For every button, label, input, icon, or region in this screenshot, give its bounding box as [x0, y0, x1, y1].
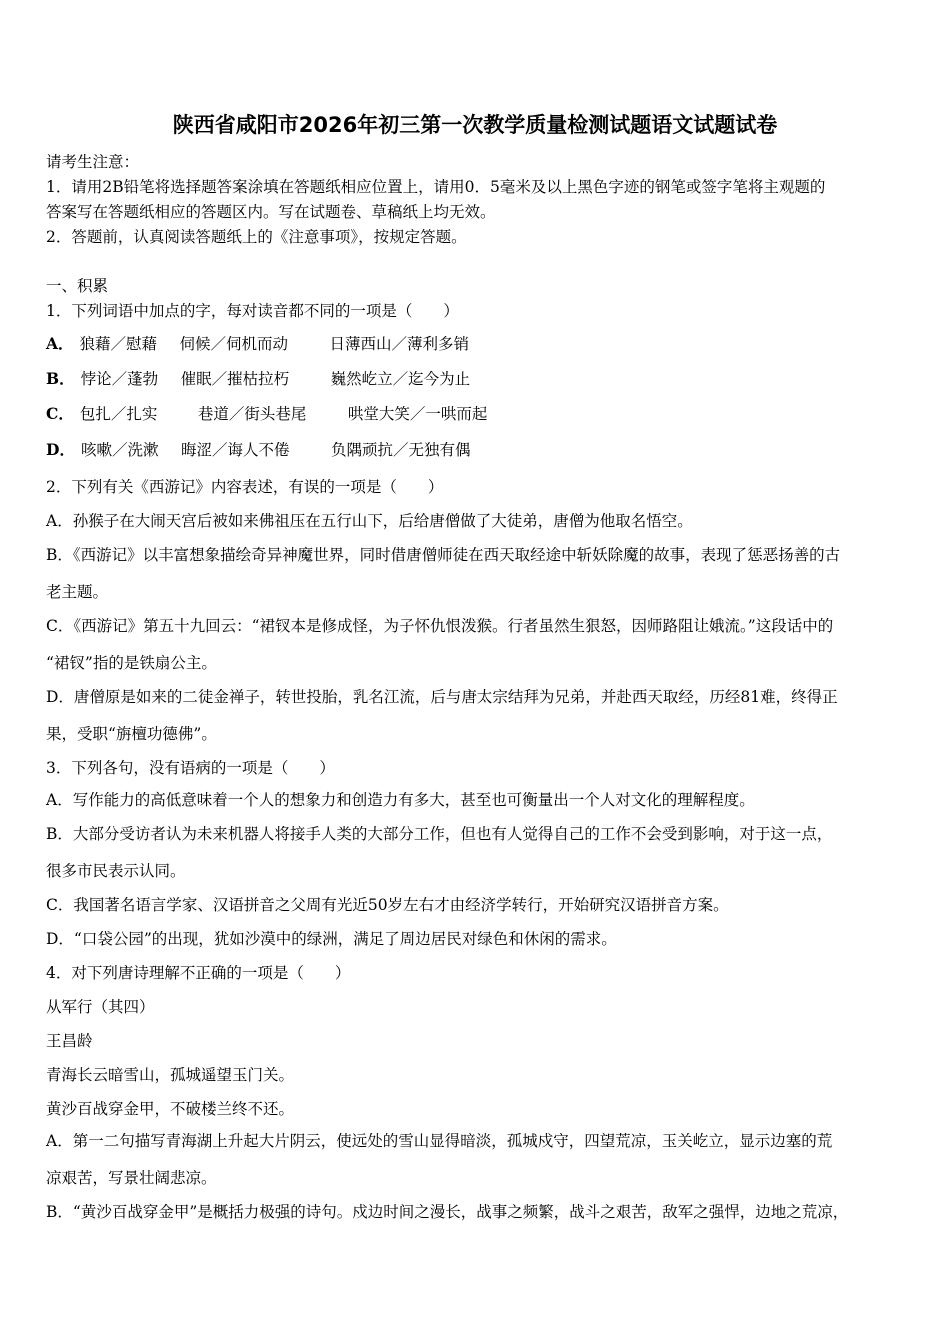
option-pair: 晦涩／诲人不倦 [180, 441, 290, 459]
q3-option-d: D．“口袋公园”的出现，犹如沙漠中的绿洲，满足了周边居民对绿色和休闲的需求。 [46, 930, 617, 948]
poem-title: 从军行（其四） [46, 998, 155, 1016]
q2-option-d-cont: 果，受职“旃檀功德佛”。 [46, 725, 217, 743]
option-pair: 狼藉／慰藉 [79, 335, 158, 353]
option-label: A． [46, 334, 74, 353]
option-pair: 巷道／街头巷尾 [197, 405, 307, 423]
notice-heading: 请考生注意： [46, 153, 140, 171]
notice-line-1: 1．请用2B铅笔将选择题答案涂填在答题纸相应位置上，请用0．5毫米及以上黑色字迹的钢笔或签字笔将主观题的 [46, 178, 826, 196]
option-label: D． [46, 440, 75, 459]
option-pair: 催眠／摧枯拉朽 [180, 370, 290, 388]
page-title: 陕西省咸阳市2026年初三第一次教学质量检测试题语文试题试卷 [172, 113, 778, 137]
notice-line-1-cont: 答案写在答题纸相应的答题区内。写在试题卷、草稿纸上均无效。 [46, 203, 496, 221]
option-pair: 日薄西山／薄利多销 [329, 335, 470, 353]
q2-option-b: B．《西游记》以丰富想象描绘奇异神魔世界，同时借唐僧师徒在西天取经途中斩妖除魔的故事，表现了惩恶扬善的古 [46, 546, 841, 564]
q1-option-a [46, 334, 469, 354]
q2-option-c: C．《西游记》第五十九回云：“裙钗本是修成怪，为子怀仇恨泼猴。行者虽然生狠怒，因师路阻让娥流。”这段话中的 [46, 617, 834, 635]
option-pair: 悖论／蓬勃 [80, 370, 159, 388]
q3-option-b-cont: 很多市民表示认同。 [46, 862, 186, 880]
q3-option-b: B．大部分受访者认为未来机器人将接手人类的大部分工作，但也有人觉得自己的工作不会受到影响，对于这一点， [46, 825, 833, 843]
q4-stem: 4．对下列唐诗理解不正确的一项是（ ） [46, 964, 351, 982]
q4-option-a-cont: 凉艰苦，写景壮阔悲凉。 [46, 1169, 217, 1187]
poem-verse-2: 黄沙百战穿金甲，不破楼兰终不还。 [46, 1100, 295, 1118]
option-pair: 负隅顽抗／无独有偶 [330, 441, 471, 459]
q1-option-d [46, 440, 470, 460]
section-heading: 一、积累 [46, 277, 109, 295]
notice-line-2: 2．答题前，认真阅读答题纸上的《注意事项》，按规定答题。 [46, 228, 467, 246]
q1-option-c [46, 404, 487, 424]
option-pair: 伺候／伺机而动 [179, 335, 289, 353]
option-pair: 包扎／扎实 [79, 405, 158, 423]
option-pair: 咳嗽／洗漱 [80, 441, 159, 459]
q2-option-d: D．唐僧原是如来的二徒金禅子，转世投胎，乳名江流，后与唐太宗结拜为兄弟，并赴西天取经，历经81难，终得正 [46, 688, 838, 706]
option-label: C． [46, 404, 74, 423]
q2-stem: 2．下列有关《西游记》内容表述，有误的一项是（ ） [46, 478, 444, 496]
q1-option-b [46, 369, 470, 389]
option-label: B． [46, 369, 75, 388]
q4-option-a: A．第一二句描写青海湖上升起大片阴云，使远处的雪山显得暗淡，孤城戍守，四望荒凉，玉关屹立，显示边塞的荒 [46, 1132, 833, 1150]
poem-verse-1: 青海长云暗雪山，孤城遥望玉门关。 [46, 1066, 295, 1084]
q2-option-a: A．孙猴子在大闹天宫后被如来佛祖压在五行山下，后给唐僧做了大徒弟，唐僧为他取名悟空。 [46, 512, 693, 530]
q2-option-c-cont: “裙钗”指的是铁扇公主。 [46, 654, 217, 672]
option-pair: 哄堂大笑／一哄而起 [347, 405, 488, 423]
q4-option-b: B．“黄沙百战穿金甲”是概括力极强的诗句。戍边时间之漫长，战事之频繁，战斗之艰苦，敌军之强悍，边地之荒凉， [46, 1203, 849, 1221]
option-pair: 巍然屹立／迄今为止 [330, 370, 471, 388]
q3-option-c: C．我国著名语言学家、汉语拼音之父周有光近50岁左右才由经济学转行，开始研究汉语拼音方案。 [46, 896, 729, 914]
q3-stem: 3．下列各句，没有语病的一项是（ ） [46, 759, 335, 777]
q1-stem: 1．下列词语中加点的字，每对读音都不同的一项是（ ） [46, 302, 459, 320]
q3-option-a: A．写作能力的高低意味着一个人的想象力和创造力有多大，甚至也可衡量出一个人对文化的理解程度。 [46, 791, 755, 809]
q2-option-b-cont: 老主题。 [46, 583, 109, 601]
poem-author: 王昌龄 [46, 1032, 93, 1050]
